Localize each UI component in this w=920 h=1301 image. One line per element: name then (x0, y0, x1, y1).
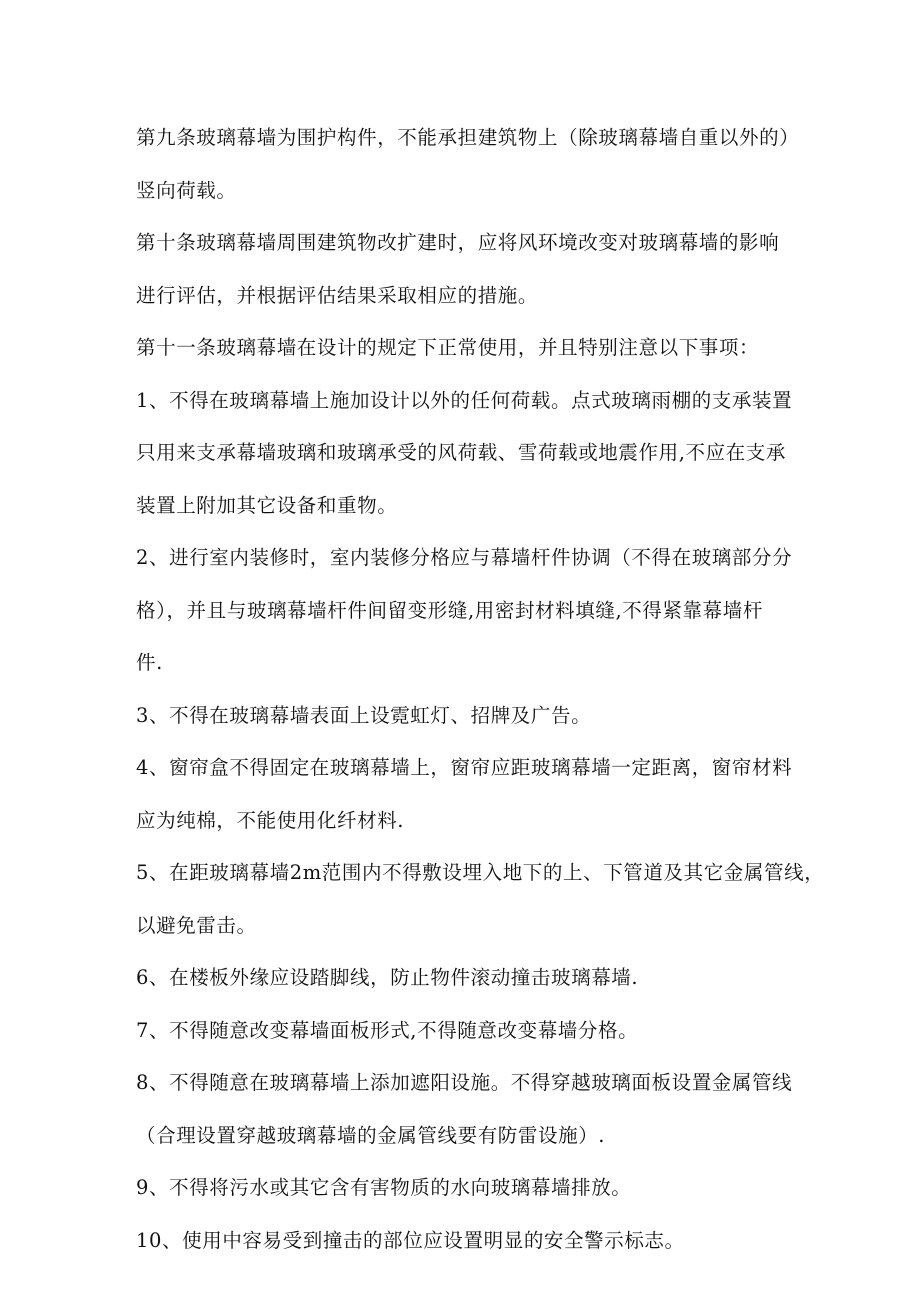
text-line: 进行评估，并根据评估结果采取相应的措施。 (136, 283, 539, 307)
text-line: 第十一条玻璃幕墙在设计的规定下正常使用，并且特别注意以下事项： (136, 336, 760, 359)
article-11-paragraph (136, 322, 796, 375)
list-item-1 (136, 375, 796, 533)
list-item-2 (136, 532, 796, 690)
text-line: 应为纯棉，不能使用化纤材料. (136, 808, 405, 832)
text-line: 4、窗帘盒不得固定在玻璃幕墙上，窗帘应距玻璃幕墙一定距离，窗帘材料 (136, 756, 793, 779)
text-line: 格），并且与玻璃幕墙杆件间留变形缝,用密封材料填缝,不得紧靠幕墙杆 (136, 598, 763, 622)
text-line: 装置上附加其它设备和重物。 (136, 493, 398, 517)
article-10-paragraph (136, 217, 796, 322)
list-item-8 (136, 1057, 796, 1162)
text-line: 7、不得随意改变幕墙面板形式,不得随意改变幕墙分格。 (136, 1018, 639, 1042)
text-line: 竖向荷载。 (136, 178, 237, 202)
text-line: 第十条玻璃幕墙周围建筑物改扩建时，应将风环境改变对玻璃幕墙的影响 (136, 231, 780, 254)
list-item-3 (136, 690, 796, 743)
list-item-9 (136, 1162, 796, 1215)
list-item-5 (136, 847, 825, 952)
text-line: 8、不得随意在玻璃幕墙上添加遮阳设施。不得穿越玻璃面板设置金属管线 (136, 1071, 793, 1094)
text-line: 以避免雷击。 (136, 913, 257, 937)
text-line: 10、使用中容易受到撞击的部位应设置明显的安全警示标志。 (136, 1228, 685, 1252)
list-item-6 (136, 952, 796, 1005)
text-line: 9、不得将污水或其它含有害物质的水向玻璃幕墙排放。 (136, 1176, 632, 1199)
text-line: 只用来支承幕墙玻璃和玻璃承受的风荷载、雪荷载或地震作用,不应在支承 (136, 441, 786, 464)
text-line: 3、不得在玻璃幕墙表面上设霓虹灯、招牌及广告。 (136, 703, 592, 727)
text-line: 第九条玻璃幕墙为围护构件，不能承担建筑物上（除玻璃幕墙自重以外的） (136, 126, 800, 149)
list-item-7 (136, 1005, 796, 1058)
text-line: 5、在距玻璃幕墙2m范围内不得敷设埋入地下的上、下管道及其它金属管线， (136, 861, 825, 884)
text-line: 6、在楼板外缘应设踏脚线，防止物件滚动撞击玻璃幕墙. (136, 966, 639, 989)
list-item-4 (136, 742, 796, 847)
text-line: （合理设置穿越玻璃幕墙的金属管线要有防雷设施）. (136, 1123, 606, 1147)
text-line: 2、进行室内装修时，室内装修分格应与幕墙杆件协调（不得在玻璃部分分 (136, 546, 793, 569)
article-9-paragraph (136, 112, 800, 217)
text-line: 1、不得在玻璃幕墙上施加设计以外的任何荷载。点式玻璃雨棚的支承装置 (136, 388, 793, 412)
document-body (136, 112, 825, 1267)
list-item-10 (136, 1215, 796, 1268)
text-line: 件. (136, 651, 163, 674)
